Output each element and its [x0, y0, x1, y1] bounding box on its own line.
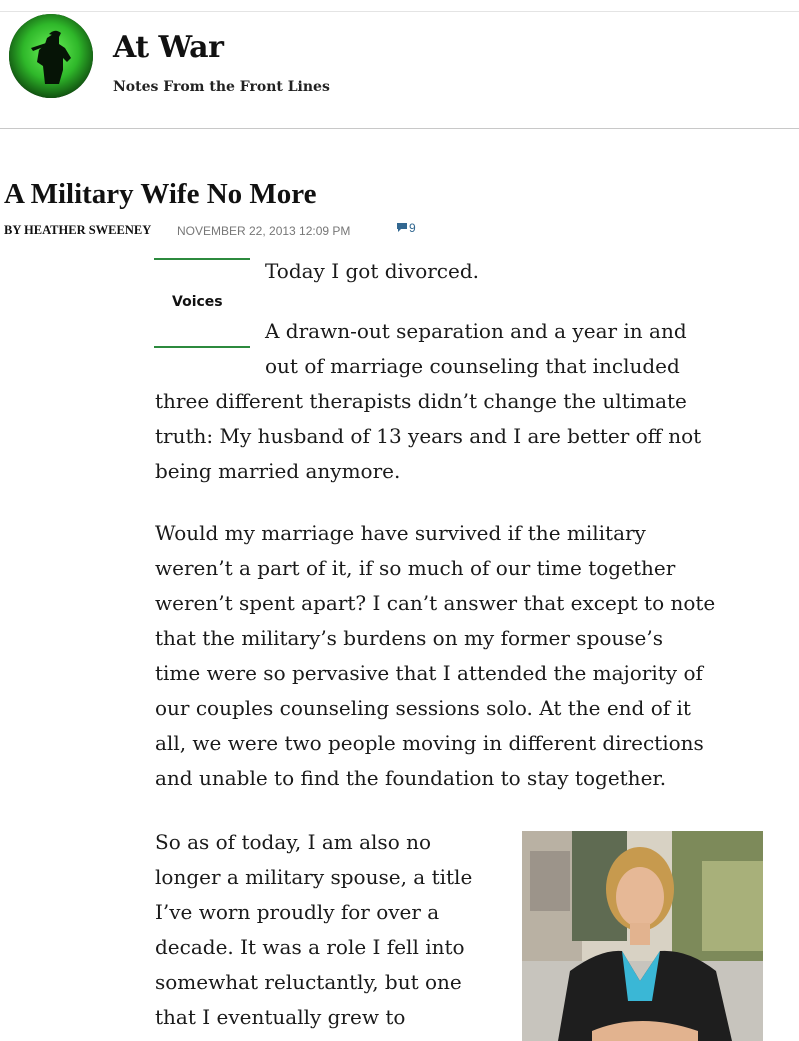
soldier-silhouette-icon	[9, 14, 93, 98]
paragraph-line: that I eventually grew to	[155, 1005, 406, 1029]
publish-date: NOVEMBER 22, 2013 12:09 PM	[177, 224, 351, 238]
paragraph-line: decade. It was a role I fell into	[155, 935, 465, 959]
voices-top-rule	[154, 258, 250, 260]
paragraph-line: our couples counseling sessions solo. At the end of it	[155, 696, 691, 720]
paragraph-1	[265, 254, 479, 289]
paragraph-2	[155, 314, 701, 489]
paragraph-line: all, we were two people moving in different directions	[155, 731, 704, 755]
author-photo	[522, 831, 763, 1041]
comment-count: 9	[409, 221, 416, 235]
author-portrait-image	[522, 831, 763, 1041]
paragraph-3	[155, 516, 715, 796]
paragraph-line: A drawn-out separation and a year in and	[265, 319, 687, 343]
paragraph-line: longer a military spouse, a title	[155, 865, 473, 889]
header-divider	[0, 128, 799, 129]
voices-label: Voices	[172, 294, 223, 310]
comment-bubble-icon	[397, 223, 407, 233]
paragraph-4	[155, 825, 472, 1035]
soldier-silhouette-logo[interactable]	[9, 14, 93, 98]
paragraph-line: and unable to find the foundation to stay together.	[155, 766, 667, 790]
paragraph-line: I’ve worn proudly for over a	[155, 900, 440, 924]
paragraph-line: truth: My husband of 13 years and I are better off not	[155, 424, 702, 448]
paragraph-line: So as of today, I am also no	[155, 830, 432, 854]
top-divider	[0, 11, 799, 12]
article-headline: A Military Wife No More	[4, 178, 317, 210]
paragraph-line: somewhat reluctantly, but one	[155, 970, 462, 994]
paragraph-line: that the military’s burdens on my former spouse’s	[155, 626, 664, 650]
byline[interactable]: BY HEATHER SWEENEY	[4, 223, 152, 237]
paragraph-line: three different therapists didn’t change the ultimate	[155, 389, 687, 413]
paragraph-line: out of marriage counseling that included	[265, 354, 680, 378]
paragraph-line: Today I got divorced.	[265, 259, 480, 283]
paragraph-line: time were so pervasive that I attended the majority of	[155, 661, 703, 685]
paragraph-line: being married anymore.	[155, 459, 401, 483]
comments-link[interactable]	[397, 221, 416, 235]
blog-subtitle: Notes From the Front Lines	[113, 79, 330, 95]
blog-title[interactable]: At War	[113, 30, 224, 65]
paragraph-line: weren’t spent apart? I can’t answer that except to note	[155, 591, 716, 615]
paragraph-line: weren’t a part of it, if so much of our time together	[155, 556, 676, 580]
paragraph-line: Would my marriage have survived if the military	[155, 521, 646, 545]
